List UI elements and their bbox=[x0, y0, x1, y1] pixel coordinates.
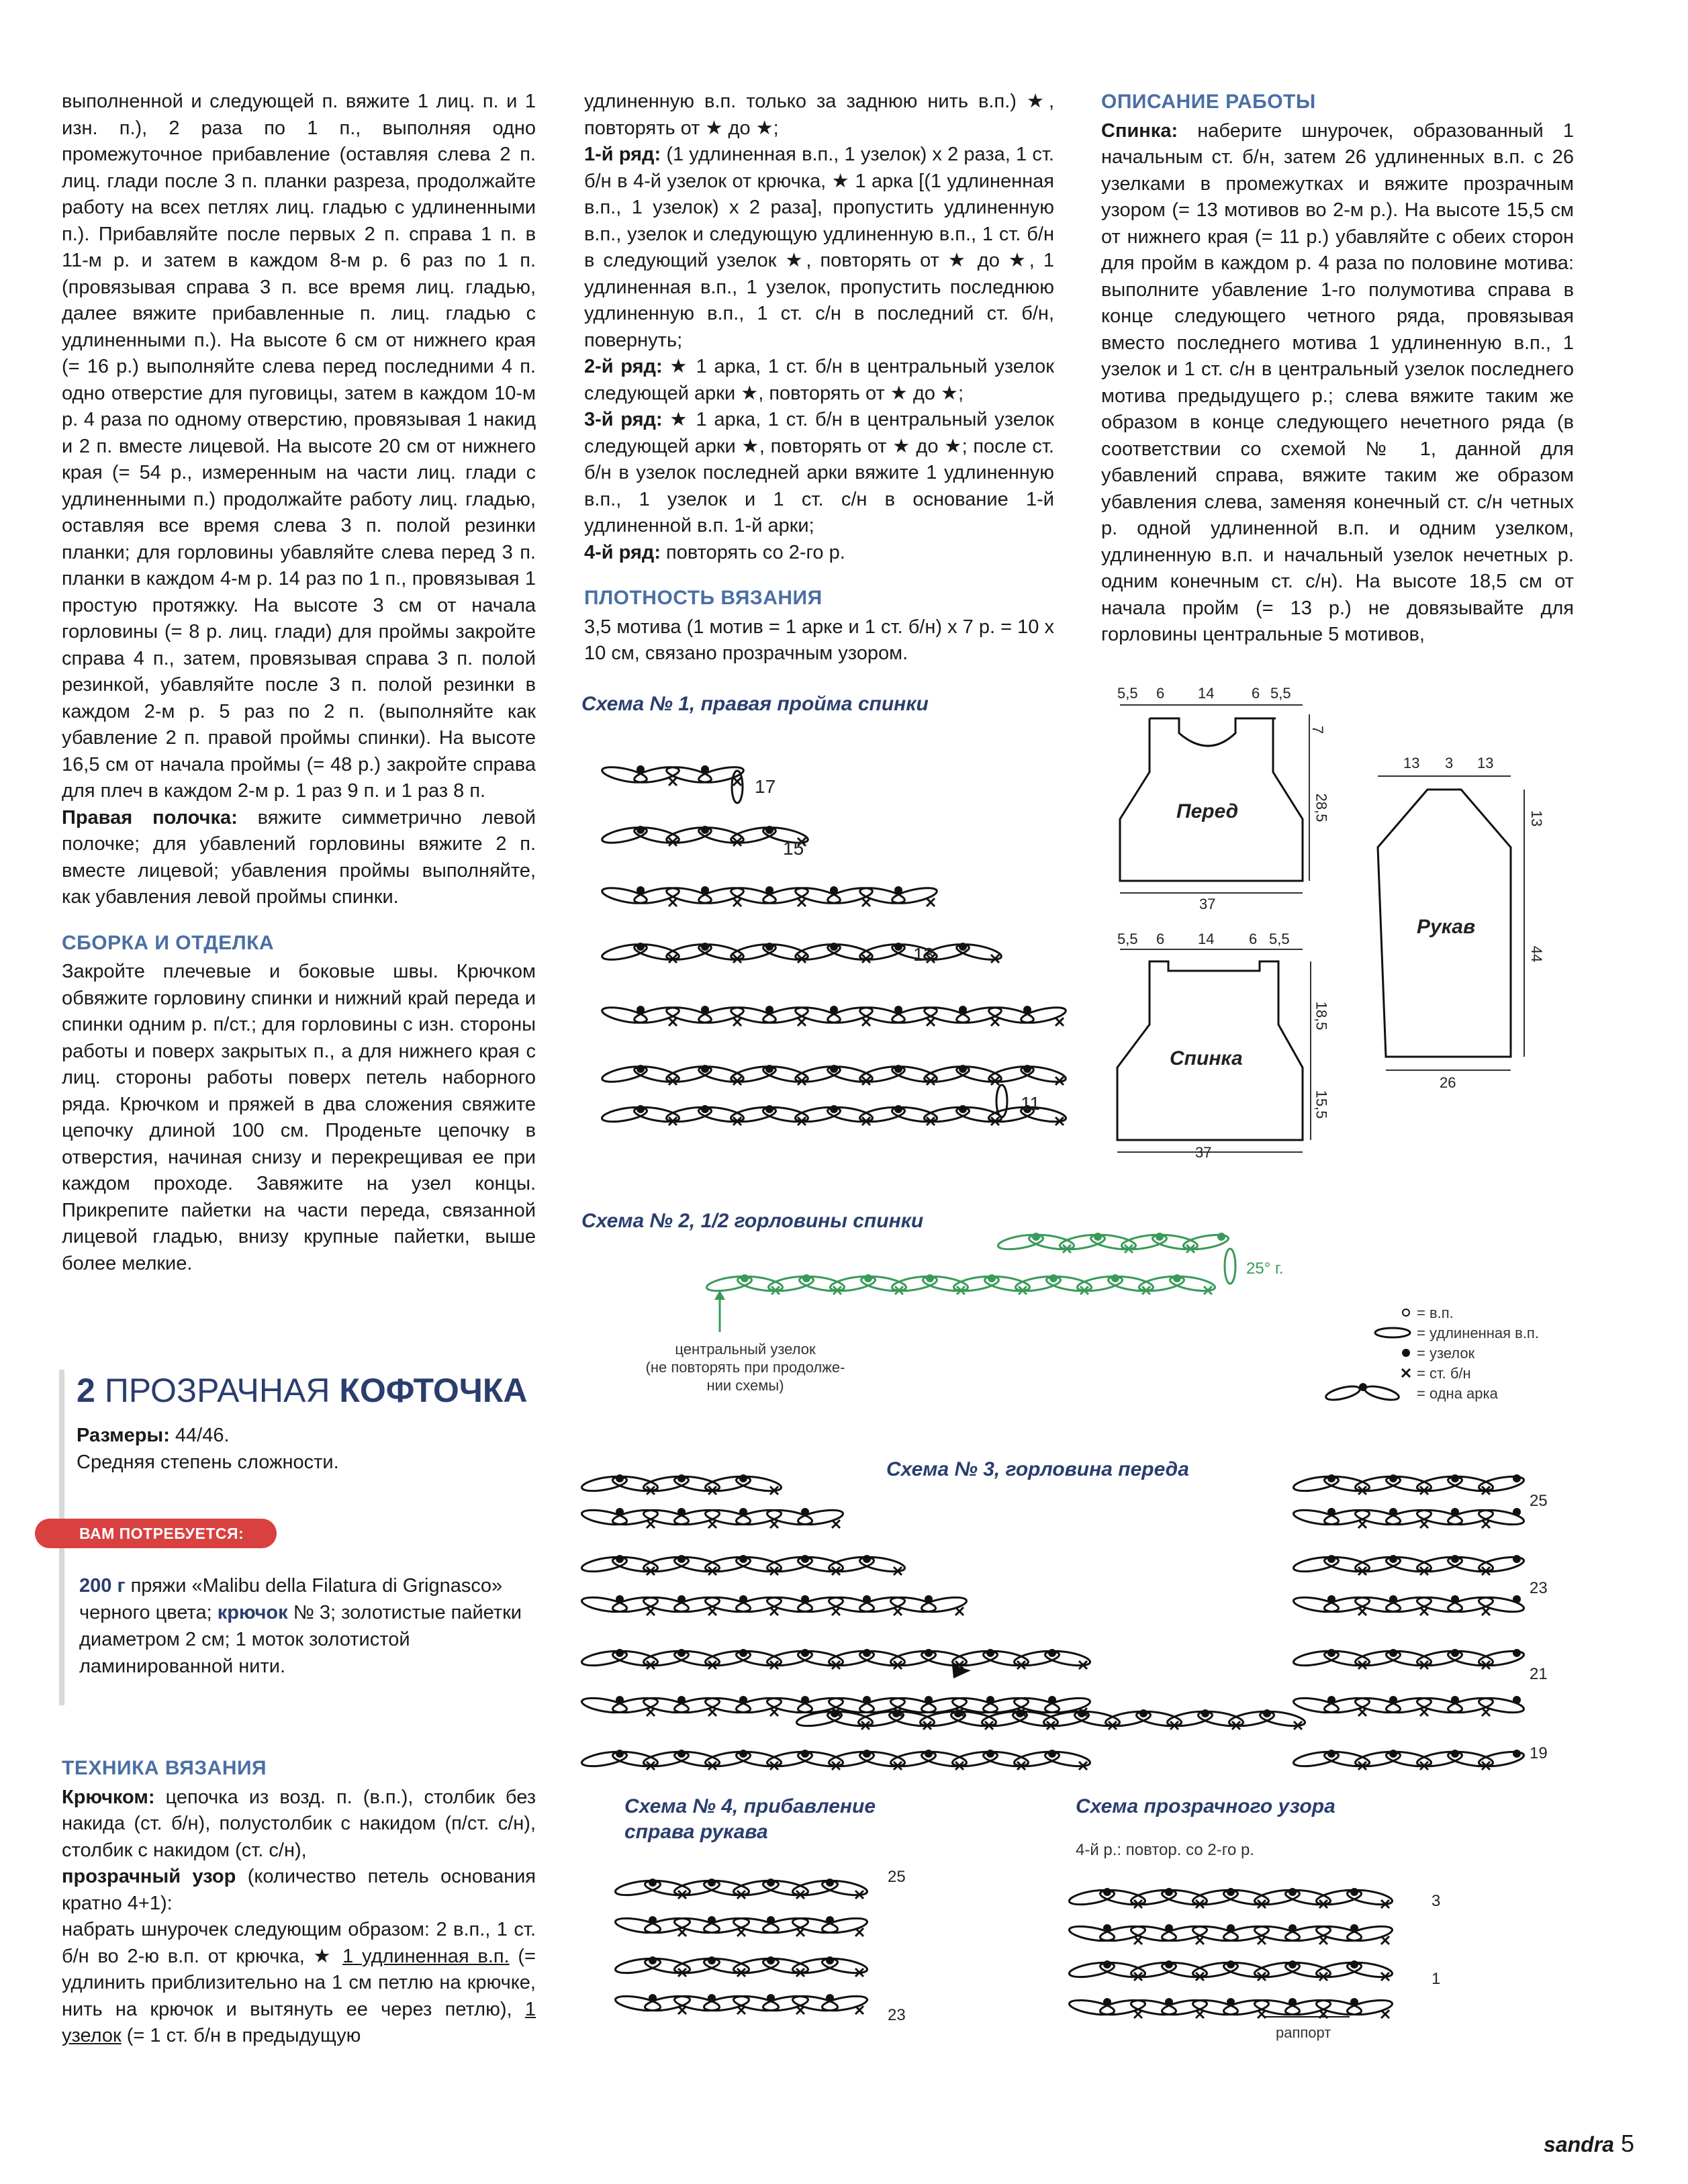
row-number: 13 bbox=[913, 944, 935, 965]
knot-symbol bbox=[1513, 1555, 1521, 1563]
legend-knot: = узелок bbox=[1417, 1345, 1475, 1362]
schema-4-chart bbox=[614, 1878, 868, 2014]
knot-symbol bbox=[677, 1750, 686, 1758]
knot-symbol bbox=[649, 1879, 657, 1887]
knot-symbol bbox=[830, 1105, 838, 1113]
knot-symbol bbox=[1327, 1555, 1335, 1563]
schema-5-chart bbox=[1068, 1887, 1393, 2018]
note-line: центральный узелок bbox=[675, 1341, 816, 1358]
note-line: нии схемы) bbox=[706, 1377, 784, 1394]
sc-symbol bbox=[1056, 1018, 1064, 1026]
knot-symbol bbox=[1513, 1508, 1521, 1516]
knot-symbol bbox=[826, 1879, 834, 1887]
dim-label: 26 bbox=[1440, 1074, 1456, 1091]
knot-symbol bbox=[1263, 1709, 1271, 1717]
legend-sc: = ст. б/н bbox=[1417, 1365, 1471, 1382]
sc-symbol bbox=[991, 1018, 999, 1026]
sc-symbol bbox=[855, 1928, 863, 1936]
row-number: 25 bbox=[888, 1868, 906, 1886]
row-3: 3-й ряд: ★ 1 арка, 1 ст. б/н в центральный узелок следующей арки ★, повторять от ★ до ★; после ст. б/н в узелок последней арки вяжите 1 удлиненную в.п., 1 узелок и 1 ст. с/н в основание 1-й удлиненной в.п. 1-й арки; bbox=[584, 409, 1054, 536]
knot-symbol bbox=[1094, 1233, 1102, 1241]
turning-chain-symbol bbox=[1225, 1249, 1235, 1284]
knot-symbol bbox=[863, 1649, 871, 1657]
body-text: 3,5 мотива (1 мотив = 1 арке и 1 ст. б/н) х 7 р. = 10 х 10 см, связано прозрачным узором. bbox=[584, 616, 1054, 664]
sc-symbol bbox=[927, 898, 935, 906]
long-chain-symbol bbox=[1375, 1328, 1410, 1337]
body-text: выполненной и следующей п. вяжите 1 лиц. п. и 1 изн. п.), 2 раза по 1 п., выполняя одно промежуточное прибавление (оставляя слева 2 п. лиц. глади после 3 п. планки разреза, продолжайте работу на всех петлях лиц. гладью с удлиненными п.). Прибавляйте после первых 2 п. справа 1 п. в 11-м р. и затем в каждом 8-м р. 6 раз по 1 п. (провязывая справа 3 п. все время лиц. гладью, далее вяжите прибавленные п. лиц. гладью с удлиненными п.). На высоте 6 см от нижнего края (= 16 р.) выполняйте слева перед последними 4 п. одно отверстие для пуговицы, затем в каждом 10-м р. 4 раза по одному отверстию, провязывая 1 накид и 2 п. вместе лицевой. На высоте 20 см от нижнего края (= 54 р., измеренным на части лиц. глади с удлиненными п.) продолжайте работу лиц. гладью, оставляя все время слева 3 п. полой резинки планки; для горловины убавляйте слева перед 3 п. планки в каждом 4-м р. 14 раз по 1 п., провязывая 1 простую протяжку. На высоте 3 см от начала горловины (= 8 р. лиц. глади) для проймы закройте справа 4 п., затем, провязывая справа 3 п. полой резинкой, убавляйте после 3 п. полой резинки в каждом 2-м р. 5 раз по 2 п. (выполняйте как убавление 2 п. правой проймы спинки). На высоте 16,5 см от начала проймы (= 48 р.) закройте справа для плеч в каждом 2-м р. 1 раз 9 п. и 1 раз 8 п. bbox=[62, 91, 536, 802]
knot-symbol bbox=[1217, 1233, 1225, 1241]
section-heading: ТЕХНИКА ВЯЗАНИЯ bbox=[62, 1757, 267, 1779]
knot-symbol bbox=[767, 1956, 775, 1964]
knot-symbol bbox=[1513, 1474, 1521, 1482]
row-number: 15 bbox=[783, 838, 804, 859]
row-number: 19 bbox=[1530, 1744, 1548, 1762]
chain-legend-symbol bbox=[1403, 1309, 1409, 1316]
knot-symbol bbox=[894, 1105, 902, 1113]
knot-symbol bbox=[616, 1555, 624, 1563]
knot-symbol bbox=[1139, 1709, 1147, 1717]
schema-2-chart bbox=[706, 1232, 1235, 1332]
sc-symbol bbox=[669, 777, 677, 786]
knot-symbol bbox=[708, 1956, 716, 1964]
knot-symbol bbox=[1016, 1709, 1024, 1717]
sc-symbol bbox=[927, 1018, 935, 1026]
knot-symbol bbox=[863, 1750, 871, 1758]
schema-3-chart bbox=[581, 1474, 1525, 1770]
knot-symbol bbox=[1111, 1274, 1119, 1282]
row-1: 1-й ряд: (1 удлиненная в.п., 1 узелок) х 2 раза, 1 ст. б/н в 4-й узелок от крючка, ★ 1 арка [(1 удлиненная в.п., 1 узелок) х 2 раза], пропустить удлиненную в.п., узелок и следующую удлиненную в.п., 1 ст. б/н в следующий узелок ★, повторять от ★ до ★, 1 удлиненная в.п., 1 узелок, пропустить последнюю удлиненную в.п., 1 ст. с/н в последний ст. б/н, повернуть; bbox=[584, 144, 1054, 351]
row-number: 25° г. bbox=[1246, 1260, 1284, 1278]
legend-symbols bbox=[1325, 1309, 1410, 1403]
materials-badge: ВАМ ПОТРЕБУЕТСЯ: bbox=[35, 1519, 277, 1548]
sc-symbol bbox=[832, 1520, 840, 1528]
knot-symbol bbox=[1049, 1274, 1058, 1282]
legend-chain: = в.п. bbox=[1417, 1304, 1454, 1321]
knot-symbol bbox=[1201, 1709, 1209, 1717]
knot-symbol bbox=[1048, 1649, 1056, 1657]
materials-text: 200 г пряжи «Malibu della Filatura di Grignasco» черного цвета; крючок № 3; золотистые пайетки диаметром 2 см; 1 моток золотистой ламинированной нити. bbox=[79, 1575, 522, 1677]
rapport-label: раппорт bbox=[1276, 2024, 1331, 2041]
knot-symbol bbox=[802, 1274, 810, 1282]
knot-symbol bbox=[1288, 1888, 1297, 1896]
knot-symbol bbox=[925, 1649, 933, 1657]
knot-symbol bbox=[864, 1274, 872, 1282]
sc-symbol bbox=[733, 777, 741, 786]
row-number: 25 bbox=[1530, 1492, 1548, 1510]
schema-5-caption: Схема прозрачного узора bbox=[1076, 1795, 1335, 1817]
body-text: прозрачный узор (количество петель основания кратно 4+1): bbox=[62, 1866, 536, 1914]
knot-symbol bbox=[701, 1105, 709, 1113]
dim-label: 14 bbox=[1198, 685, 1215, 702]
row-number: 17 bbox=[755, 776, 776, 797]
center-knot-note bbox=[624, 1340, 866, 1394]
knot-symbol bbox=[739, 1649, 747, 1657]
knot-symbol bbox=[892, 1709, 900, 1717]
sc-symbol bbox=[862, 1018, 870, 1026]
long-chain-symbol bbox=[1325, 1384, 1361, 1403]
knot-symbol bbox=[1156, 1233, 1164, 1241]
knot-symbol bbox=[801, 1555, 809, 1563]
knot-symbol bbox=[831, 1709, 839, 1717]
page-number: 5 bbox=[1620, 2130, 1634, 2157]
legend-long-chain: = удлиненная в.п. bbox=[1417, 1325, 1539, 1341]
knot-symbol bbox=[1103, 1888, 1111, 1896]
dim-label: 14 bbox=[1198, 931, 1215, 947]
schema-3-caption: Схема № 3, горловина переда bbox=[886, 1458, 1189, 1480]
dim-label: 5,5 bbox=[1269, 931, 1290, 947]
knot-symbol bbox=[988, 1274, 996, 1282]
knot-symbol bbox=[986, 1649, 994, 1657]
knot-symbol bbox=[765, 1105, 773, 1113]
knot-symbol bbox=[1165, 1960, 1173, 1968]
difficulty: Средняя степень сложности. bbox=[77, 1452, 339, 1473]
knot-symbol bbox=[616, 1750, 624, 1758]
body-text: удлиненную в.п. только за заднюю нить в.п.) ★, повторять от ★ до ★; bbox=[584, 91, 1054, 139]
dim-label: 13 bbox=[1477, 755, 1494, 771]
knot-symbol bbox=[1513, 1649, 1521, 1657]
sc-symbol bbox=[1381, 1936, 1389, 1944]
sc-symbol bbox=[855, 2006, 863, 2014]
knot-symbol bbox=[1288, 1960, 1297, 1968]
schema-1-chart bbox=[601, 764, 1067, 1125]
knot-symbol bbox=[637, 1105, 645, 1113]
sc-symbol bbox=[733, 1018, 741, 1026]
knot-symbol bbox=[741, 1274, 749, 1282]
knot-symbol bbox=[616, 1649, 624, 1657]
dim-label: 5,5 bbox=[1117, 685, 1138, 702]
knot-symbol bbox=[1103, 1960, 1111, 1968]
sc-symbol bbox=[955, 1607, 964, 1615]
note-line: (не повторять при продолже- bbox=[645, 1359, 845, 1376]
row-4: 4-й ряд: повторять со 2-го р. bbox=[584, 541, 845, 563]
knot-symbol bbox=[677, 1474, 686, 1482]
knot-symbol bbox=[1451, 1750, 1459, 1758]
row-2: 2-й ряд: ★ 1 арка, 1 ст. б/н в центральный узелок следующей арки ★, повторять от ★ до ★; bbox=[584, 356, 1054, 404]
knot-symbol bbox=[826, 1956, 834, 1964]
section-heading: ОПИСАНИЕ РАБОТЫ bbox=[1101, 91, 1316, 113]
row-number: 23 bbox=[888, 2006, 906, 2024]
knot-symbol bbox=[1227, 1960, 1235, 1968]
knot-symbol bbox=[926, 1274, 934, 1282]
row-number: 3 bbox=[1432, 1892, 1441, 1910]
knot-symbol bbox=[767, 1879, 775, 1887]
knot-symbol bbox=[1389, 1474, 1397, 1482]
dim-label: 6 bbox=[1156, 685, 1165, 702]
pattern-note: 4-й р.: повтор. со 2-го р. bbox=[1076, 1841, 1254, 1859]
long-chain-symbol bbox=[1364, 1384, 1400, 1403]
schema-2-caption: Схема № 2, 1/2 горловины спинки bbox=[581, 1210, 924, 1232]
dim-label: 5,5 bbox=[1117, 931, 1138, 947]
knot-symbol bbox=[1165, 1888, 1173, 1896]
knot-symbol bbox=[1451, 1474, 1459, 1482]
sc-symbol bbox=[669, 898, 677, 906]
knot-symbol bbox=[649, 1956, 657, 1964]
sc-symbol bbox=[733, 898, 741, 906]
dim-label: 37 bbox=[1199, 896, 1216, 912]
sizes: Размеры: 44/46. bbox=[77, 1425, 230, 1446]
knot-symbol bbox=[863, 1555, 871, 1563]
dim-label: 13 bbox=[1528, 810, 1546, 827]
body-text: Закройте плечевые и боковые швы. Крючком обвяжите горловину спинки и нижний край переда и спинки одним р. п/ст.; для горловины с изн. стороны работы и поверх закрытых п., а для нижнего края с лиц. стороны работы поверх петель наборного ряда. Крючком и пряжей в два сложения свяжите цепочку длиной 100 см. Проденьте цепочку в отверстия, начиная снизу и перекрещивая ее при каждом проходе. Завяжите на узел концы. Прикрепите пайетки на части переда, связанной лицевой гладью, внизу крупные пайетки, выше более мелкие. bbox=[62, 961, 536, 1274]
body-text: набрать шнурочек следующим образом: 2 в.п., 1 ст. б/н во 2-ю в.п. от крючка, ★ 1 удлиненная в.п. (= удлинить приблизительно на 1 см петлю на крючке, нить на крючок и вытянуть ее через петлю), 1 узелок (= 1 ст. б/н в предыдущую bbox=[62, 1919, 536, 2046]
knot-symbol bbox=[1451, 1555, 1459, 1563]
knot-symbol bbox=[1513, 1595, 1521, 1603]
knot-symbol bbox=[739, 1474, 747, 1482]
sc-symbol bbox=[669, 1018, 677, 1026]
knot-symbol bbox=[1513, 1750, 1521, 1758]
legend-arch: = одна арка bbox=[1417, 1385, 1498, 1402]
knot-symbol bbox=[986, 1750, 994, 1758]
body-text: Крючком: цепочка из возд. п. (в.п.), столбик без накида (ст. б/н), полустолбик с накидом (п/ст. с/н), столбик с накидом (ст. с/н), bbox=[62, 1786, 536, 1861]
knot-symbol bbox=[1451, 1649, 1459, 1657]
knot-symbol bbox=[1327, 1649, 1335, 1657]
long-chain-symbol bbox=[821, 1878, 868, 1898]
row-number: 11 bbox=[1021, 1093, 1041, 1114]
sc-symbol bbox=[798, 1018, 806, 1026]
dim-label: 13 bbox=[1403, 755, 1420, 771]
knot-symbol bbox=[1078, 1709, 1086, 1717]
knot-symbol bbox=[1173, 1274, 1181, 1282]
sc-symbol bbox=[1381, 2010, 1389, 2018]
dim-label: 15,5 bbox=[1313, 1090, 1330, 1119]
knot-symbol bbox=[1513, 1696, 1521, 1704]
page-footer: sandra 5 bbox=[1544, 2130, 1634, 2157]
body-text: Правая полочка: вяжите симметрично левой полочке; для убавлений горловины вяжите 2 п. вместе лицевой; убавления проймы выполняйте, как убавления левой проймы спинки. bbox=[62, 806, 536, 908]
knot-symbol bbox=[1402, 1349, 1410, 1357]
row-number: 23 bbox=[1530, 1579, 1548, 1597]
knot-symbol bbox=[739, 1750, 747, 1758]
project-title: 2 ПРОЗРАЧНАЯ КОФТОЧКА bbox=[77, 1372, 528, 1409]
dim-label: 7 bbox=[1309, 725, 1327, 734]
dim-label: 37 bbox=[1195, 1144, 1212, 1161]
body-text: Спинка: наберите шнурочек, образованный 1 начальным ст. б/н, затем 26 удлиненных в.п. с 26 узелками в промежутках и вяжите прозрачным узором (= 13 мотивов во 2-м р.). На высоте 15,5 см от нижнего края (= 11 р.) убавляйте с обеих сторон для пройм в каждом р. 4 раза по половине мотива: выполните убавление 1-го полумотива справа в конце следующего четного ряда, провязывая вместо последнего мотива 1 удлиненную в.п., 1 узелок и 1 ст. с/н в центральный узелок последнего мотива предыдущего р.; слева вяжите таким же образом в конце следующего нечетного ряда (в соответствии со схемой № 1, данной для убавлений справа, вяжите таким же образом убавления слева, заменяя конечный ст. с/н четных р. одной удлиненной в.п. и одним узелком, удлиненную в.п. и начальный узелок нечетных р. одним конечным ст. с/н). На высоте 18,5 см от начала пройм (= 13 р.) не довязывайте для горловины центральные 5 мотивов, bbox=[1101, 120, 1574, 645]
section-heading: ПЛОТНОСТЬ ВЯЗАНИЯ bbox=[584, 587, 823, 609]
sc-symbol bbox=[1402, 1369, 1410, 1377]
schema-4-caption: Схема № 4, прибавление справа рукава bbox=[624, 1795, 876, 1843]
dim-label: 6 bbox=[1249, 931, 1258, 947]
knot-symbol bbox=[616, 1474, 624, 1482]
schema-1-caption: Схема № 1, правая пройма спинки bbox=[581, 693, 929, 715]
knot-symbol bbox=[1227, 1888, 1235, 1896]
knot-symbol bbox=[1350, 1888, 1358, 1896]
row-number: 21 bbox=[1530, 1665, 1548, 1683]
dim-label: 3 bbox=[1445, 755, 1454, 771]
knot-symbol bbox=[925, 1750, 933, 1758]
front-label: Перед bbox=[1176, 800, 1239, 822]
turning-chain-symbol bbox=[996, 1085, 1007, 1117]
knot-symbol bbox=[677, 1649, 686, 1657]
knot-symbol bbox=[959, 1105, 967, 1113]
knot-symbol bbox=[1389, 1649, 1397, 1657]
knot-symbol bbox=[739, 1555, 747, 1563]
long-chain-symbol bbox=[821, 1956, 868, 1976]
knot-symbol bbox=[1048, 1750, 1056, 1758]
knot-symbol bbox=[801, 1750, 809, 1758]
knot-symbol bbox=[708, 1879, 716, 1887]
knot-symbol bbox=[801, 1649, 809, 1657]
sc-symbol bbox=[862, 898, 870, 906]
dim-label: 28,5 bbox=[1313, 793, 1330, 822]
back-label: Спинка bbox=[1170, 1047, 1243, 1070]
knot-symbol bbox=[954, 1709, 962, 1717]
dim-label: 5,5 bbox=[1270, 685, 1291, 702]
sleeve-label: Рукав bbox=[1417, 916, 1476, 938]
knot-symbol bbox=[1327, 1474, 1335, 1482]
knot-symbol bbox=[677, 1555, 686, 1563]
dim-label: 6 bbox=[1156, 931, 1165, 947]
knot-symbol bbox=[1389, 1555, 1397, 1563]
front-pattern-piece bbox=[1120, 718, 1303, 881]
dim-label: 44 bbox=[1528, 945, 1546, 963]
dim-label: 6 bbox=[1252, 685, 1260, 702]
row-number: 1 bbox=[1432, 1970, 1441, 1988]
knot-symbol bbox=[1350, 1960, 1358, 1968]
knot-symbol bbox=[1032, 1233, 1040, 1241]
knot-symbol bbox=[1389, 1750, 1397, 1758]
knot-symbol bbox=[1327, 1750, 1335, 1758]
dim-label: 18,5 bbox=[1313, 1001, 1330, 1031]
section-heading: СБОРКА И ОТДЕЛКА bbox=[62, 931, 275, 954]
knot-symbol bbox=[1359, 1383, 1367, 1391]
sc-symbol bbox=[798, 898, 806, 906]
